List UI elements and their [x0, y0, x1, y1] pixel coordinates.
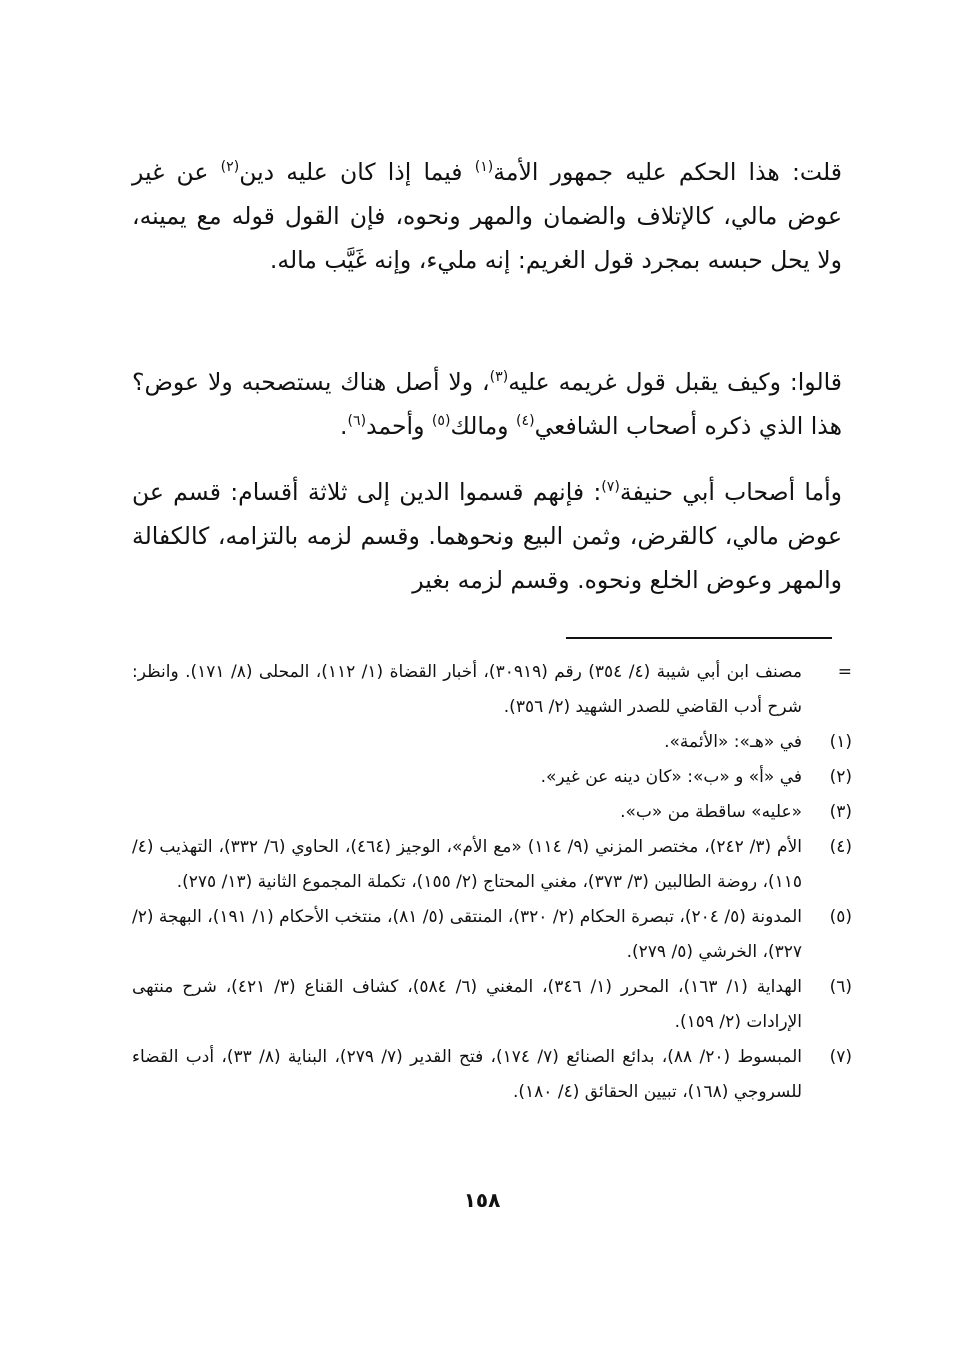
paragraph-text: ومالك	[450, 412, 517, 440]
paragraph-text: ، ولا أصل هناك يستصحبه ولا عوض؟ هذا الذي ذكره أصحاب الشافعي	[132, 368, 842, 440]
footnotes	[132, 655, 852, 1110]
paragraph-text: قلت: هذا الحكم عليه جمهور الأمة	[493, 158, 842, 186]
footnote-text: الهداية (١/ ١٦٣)، المحرر (١/ ٣٤٦)، المغني (٦/ ٥٨٤)، كشاف القناع (٣/ ٤٢١)، شرح منتهى الإرادات (٢/ ١٥٩).	[132, 977, 802, 1032]
footnote-ref: (٧)	[601, 479, 620, 496]
footnote-number: (٦)	[829, 977, 852, 997]
paragraph-3	[132, 470, 842, 602]
page-number: ١٥٨	[463, 1188, 501, 1212]
footnote-text: في «هـ»: «الأئمة».	[664, 732, 802, 752]
footnote-number: (٤)	[829, 837, 852, 857]
footnote-text: الأم (٣/ ٢٤٢)، مختصر المزني (٩/ ١١٤) «مع الأم»، الوجيز (٤٦٤)، الحاوي (٦/ ٣٣٢)، التهذيب (٤/ ١١٥)، روضة الطالبين (٣/ ٣٧٣)، مغني المحتاج (٢/ ١٥٥)، تكملة المجموع الثانية (١٣/ ٢٧٥).	[132, 837, 802, 892]
paragraph-text: عن غير عوض مالي، كالإتلاف والضمان والمهر ونحوه، فإن القول قوله مع يمينه، ولا يحل حبسه بمجرد قول الغريم: إنه مليء، وإنه غَيَّب ماله.	[132, 158, 842, 274]
footnote-item	[132, 970, 852, 1040]
footnote-ref: (٢)	[220, 159, 240, 176]
footnote-item	[132, 760, 852, 795]
footnote-item	[132, 900, 852, 970]
footnote-text: المدونة (٥/ ٢٠٤)، تبصرة الحكام (٢/ ٣٢٠)، المنتقى (٥/ ٨١)، منتخب الأحكام (١/ ١٩١)، البهجة (٢/ ٣٢٧)، الخرشي (٥/ ٢٧٩).	[132, 907, 802, 962]
paragraph-text: فيما إذا كان عليه دين	[239, 158, 475, 186]
footnote-number: (٧)	[829, 1047, 852, 1067]
paragraph-text: : فإنهم قسموا الدين إلى ثلاثة أقسام: قسم عن عوض مالي، كالقرض، وثمن البيع ونحوهما. وقسم لزمه بالتزامه، كالكفالة والمهر وعوض الخلع ونحوه. وقسم لزمه بغير	[132, 478, 842, 594]
paragraph-text: وأما أصحاب أبي حنيفة	[619, 478, 842, 506]
paragraph-2	[132, 360, 842, 448]
footnote-item	[132, 795, 852, 830]
footnote-ref: (١)	[474, 159, 494, 176]
footnote-item	[132, 830, 852, 900]
footnote-text: «عليه» ساقطة من «ب».	[620, 802, 802, 822]
footnote-ref: (٥)	[431, 413, 451, 430]
footnote-text: المبسوط (٢٠/ ٨٨)، بدائع الصنائع (٧/ ١٧٤)، فتح القدير (٧/ ٢٧٩)، البناية (٨/ ٣٣)، أدب القضاء للسروجي (١٦٨)، تبيين الحقائق (٤/ ١٨٠).	[132, 1047, 802, 1102]
footnote-text: في «أ» و «ب»: «كان دينه عن غير».	[540, 767, 802, 787]
footnote-number: =	[837, 662, 852, 682]
footnote-ref: (٣)	[489, 369, 509, 386]
paragraph-text: وأحمد	[366, 412, 432, 440]
footnote-ref: (٦)	[347, 413, 367, 430]
footnote-item	[132, 1040, 852, 1110]
paragraph-text: قالوا: وكيف يقبل قول غريمه عليه	[508, 368, 842, 396]
footnote-item	[132, 725, 852, 760]
paragraph-1	[132, 150, 842, 282]
footnote-ref: (٤)	[516, 413, 535, 430]
footnote-separator	[566, 637, 832, 639]
footnote-item	[132, 655, 852, 725]
footnote-number: (١)	[829, 732, 852, 752]
footnote-number: (٣)	[829, 802, 852, 822]
paragraph-text: .	[340, 412, 348, 440]
footnote-text: مصنف ابن أبي شيبة (٤/ ٣٥٤) رقم (٣٠٩١٩)، أخبار القضاة (١/ ١١٢)، المحلى (٨/ ١٧١). وانظر: شرح أدب القاضي للصدر الشهيد (٢/ ٣٥٦).	[132, 662, 803, 717]
footnote-number: (٢)	[829, 767, 852, 787]
footnote-number: (٥)	[829, 907, 852, 927]
